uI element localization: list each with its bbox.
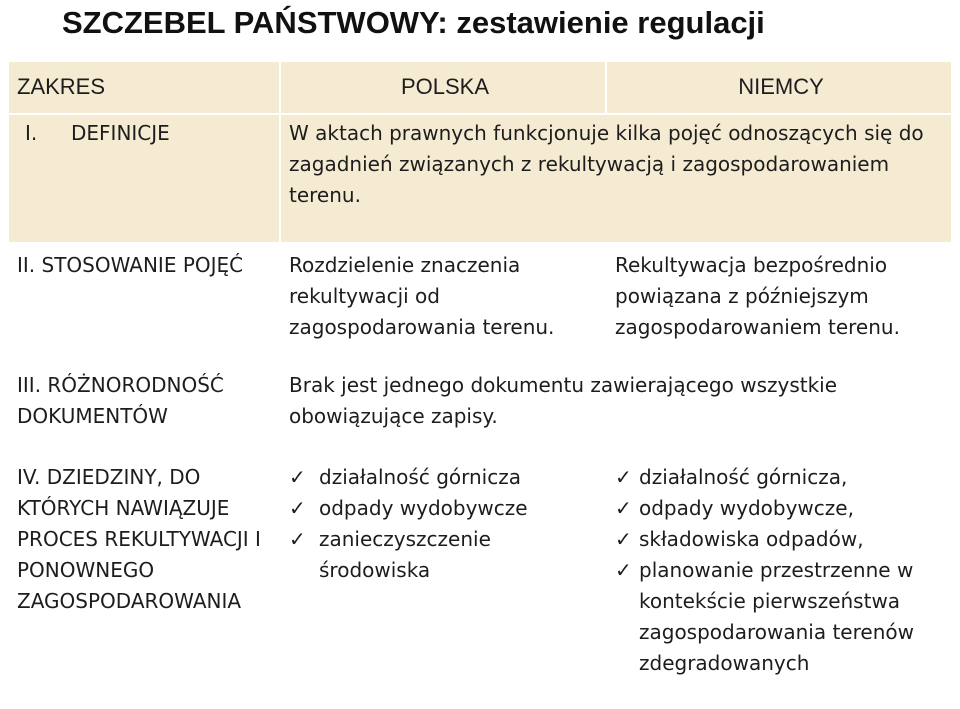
check-icon: ✓ <box>289 465 306 489</box>
roznorodnosc-text-cell <box>280 361 951 451</box>
list-item: ✓ zanieczyszczenie środowiska <box>289 524 575 586</box>
list-item: ✓ odpady wydobywcze, <box>615 493 937 524</box>
dziedziny-polska-list <box>289 462 575 586</box>
dziedziny-label-cell <box>9 451 280 687</box>
check-icon: ✓ <box>615 496 632 520</box>
dziedziny-polska <box>281 452 605 586</box>
header-zakres: ZAKRES <box>17 74 106 99</box>
stosowanie-niemcy: Rekultywacja bezpośrednio powiązana z późniejszym zagospodarowaniem terenu. <box>615 253 900 339</box>
definicje-text-cell <box>280 114 951 243</box>
check-icon: ✓ <box>615 527 632 551</box>
row-stosowanie <box>9 243 951 361</box>
stosowanie-polska: Rozdzielenie znaczenia rekultywacji od zagospodarowania terenu. <box>289 253 555 339</box>
dziedziny-label: IV. DZIEDZINY, DO KTÓRYCH NAWIĄZUJE PROCES REKULTYWACJI I PONOWNEGO ZAGOSPODAROWANIA <box>17 465 261 613</box>
header-row <box>9 62 951 114</box>
header-polska-cell <box>280 62 606 114</box>
roznorodnosc-label: III. RÓŻNORODNOŚĆ DOKUMENTÓW <box>17 373 224 428</box>
header-zakres-cell <box>9 62 280 114</box>
definicje-text: W aktach prawnych funkcjonuje kilka pojęć odnoszących się do zagadnień związanych z rekultywacją i zagospodarowaniem terenu. <box>289 121 924 207</box>
roznorodnosc-text: Brak jest jednego dokumentu zawierającego wszystkie obowiązujące zapisy. <box>289 373 838 428</box>
stosowanie-label: II. STOSOWANIE POJĘĆ <box>17 253 244 277</box>
definicje-label <box>9 115 279 149</box>
roznorodnosc-label-cell <box>9 361 280 451</box>
dziedziny-niemcy <box>607 452 951 679</box>
header-niemcy: NIEMCY <box>738 74 824 99</box>
stosowanie-polska-cell <box>280 243 606 361</box>
list-item: ✓ składowiska odpadów, <box>615 524 937 555</box>
slide-title: SZCZEBEL PAŃSTWOWY: zestawienie regulacji <box>62 5 765 40</box>
stosowanie-label-cell <box>9 243 280 361</box>
dziedziny-niemcy-cell <box>606 451 951 687</box>
dziedziny-niemcy-list <box>615 462 937 679</box>
list-item: ✓ planowanie przestrzenne w kontekście pierwszeństwa zagospodarowania terenów zdegradowanych <box>615 555 937 679</box>
row-definicje <box>9 114 951 243</box>
check-icon: ✓ <box>289 496 306 520</box>
dziedziny-polska-cell <box>280 451 606 687</box>
header-polska: POLSKA <box>400 74 490 99</box>
header-niemcy-cell <box>606 62 951 114</box>
definicje-number: I. <box>25 121 38 145</box>
definicje-label-cell <box>9 114 280 243</box>
stosowanie-niemcy-cell <box>606 243 951 361</box>
row-roznorodnosc <box>9 361 951 451</box>
check-icon: ✓ <box>289 527 306 551</box>
regulations-table <box>9 62 951 687</box>
check-icon: ✓ <box>615 558 632 582</box>
list-item: ✓ działalność górnicza, <box>615 462 937 493</box>
definicje-title: DEFINICJE <box>71 121 170 145</box>
list-item: ✓ działalność górnicza <box>289 462 575 493</box>
list-item: ✓ odpady wydobywcze <box>289 493 575 524</box>
check-icon: ✓ <box>615 465 632 489</box>
row-dziedziny <box>9 451 951 687</box>
